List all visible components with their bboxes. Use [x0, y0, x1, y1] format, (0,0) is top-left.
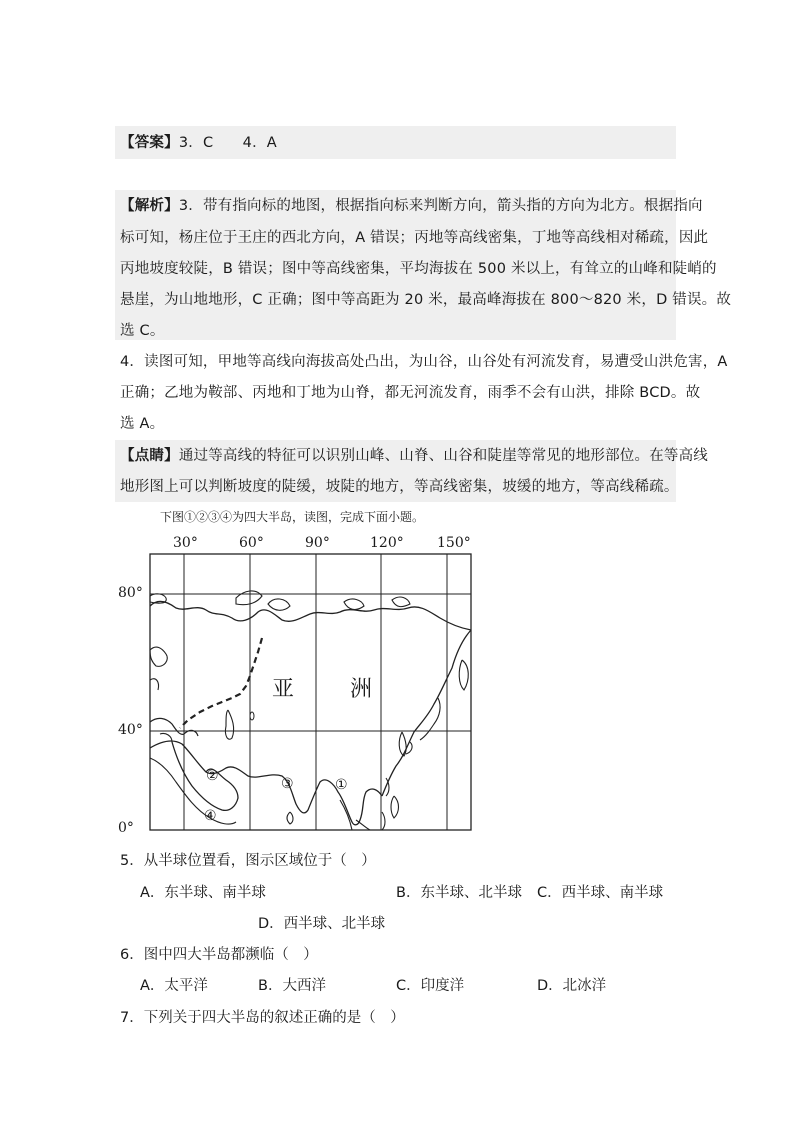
- q5-option-c: C．西半球、南半球: [537, 885, 664, 901]
- peninsula-label-4: ④: [204, 808, 217, 824]
- peninsula-label-2: ②: [206, 768, 219, 784]
- question-6: 6．图中四大半岛都濒临（ ）: [120, 947, 318, 963]
- answer-tag: 【答案】: [120, 135, 179, 151]
- q5-option-b: B．东半球、北半球: [396, 885, 522, 901]
- lon-label-150: 150°: [437, 535, 471, 551]
- continent-label-zhou: 洲: [350, 677, 373, 702]
- peninsula-label-3: ③: [281, 776, 294, 792]
- tip-line-1: 【点睛】通过等高线的特征可以识别山峰、山脊、山谷和陡崖等常见的地形部位。在等高线: [120, 448, 709, 464]
- question-5: 5．从半球位置看，图示区域位于（ ）: [120, 853, 376, 869]
- q6-option-b: B．大西洋: [258, 978, 326, 994]
- lon-label-60: 60°: [239, 535, 264, 551]
- analysis-line-1: 【解析】3．带有指向标的地图，根据指向标来判断方向，箭头指的方向为北方。根据指向: [120, 198, 703, 214]
- analysis-line-3: 丙地坡度较陡，B 错误；图中等高线密集，平均海拔在 500 米以上，有耸立的山峰和陡峭的: [120, 261, 717, 277]
- lon-label-30: 30°: [173, 535, 198, 551]
- analysis-line-6: 4．读图可知，甲地等高线向海拔高处凸出，为山谷，山谷处有河流发育，易遭受山洪危害，A: [120, 354, 728, 370]
- q6-option-c: C．印度洋: [396, 978, 465, 994]
- analysis-line-2: 标可知，杨庄位于王庄的西北方向，A 错误；丙地等高线密集，丁地等高线相对稀疏，因此: [120, 230, 709, 246]
- lat-label-0: 0°: [118, 820, 134, 836]
- lat-label-80: 80°: [118, 585, 143, 601]
- analysis-line-8: 选 A。: [120, 416, 165, 432]
- analysis-line-5: 选 C。: [120, 323, 165, 339]
- lon-label-120: 120°: [370, 535, 404, 551]
- q6-option-d: D．北冰洋: [537, 978, 607, 994]
- answer-text: 3．C 4．A: [178, 135, 277, 151]
- lat-label-40: 40°: [118, 722, 143, 738]
- q5-option-a: A．东半球、南半球: [140, 885, 266, 901]
- q5-option-d: D．西半球、北半球: [258, 916, 386, 932]
- peninsula-label-1: ①: [335, 777, 348, 793]
- tip-tag: 【点睛】: [120, 448, 179, 464]
- tip-line-2: 地形图上可以判断坡度的陡缓，坡陡的地方，等高线密集，坡缓的地方，等高线稀疏。: [120, 479, 679, 495]
- lon-label-90: 90°: [305, 535, 330, 551]
- analysis-tag: 【解析】: [120, 198, 179, 214]
- question-7: 7．下列关于四大半岛的叙述正确的是（ ）: [120, 1010, 405, 1026]
- map-title: 下图①②③④为四大半岛，读图，完成下面小题。: [160, 510, 425, 524]
- analysis-line-7: 正确；乙地为鞍部、丙地和丁地为山脊，都无河流发育，雨季不会有山洪，排除 BCD。故: [120, 385, 701, 401]
- analysis-line-4: 悬崖，为山地地形，C 正确；图中等高距为 20 米，最高峰海拔在 800～820 米，D 错误。故: [120, 292, 732, 308]
- continent-label-ya: 亚: [272, 677, 295, 702]
- q6-option-a: A．太平洋: [140, 978, 208, 994]
